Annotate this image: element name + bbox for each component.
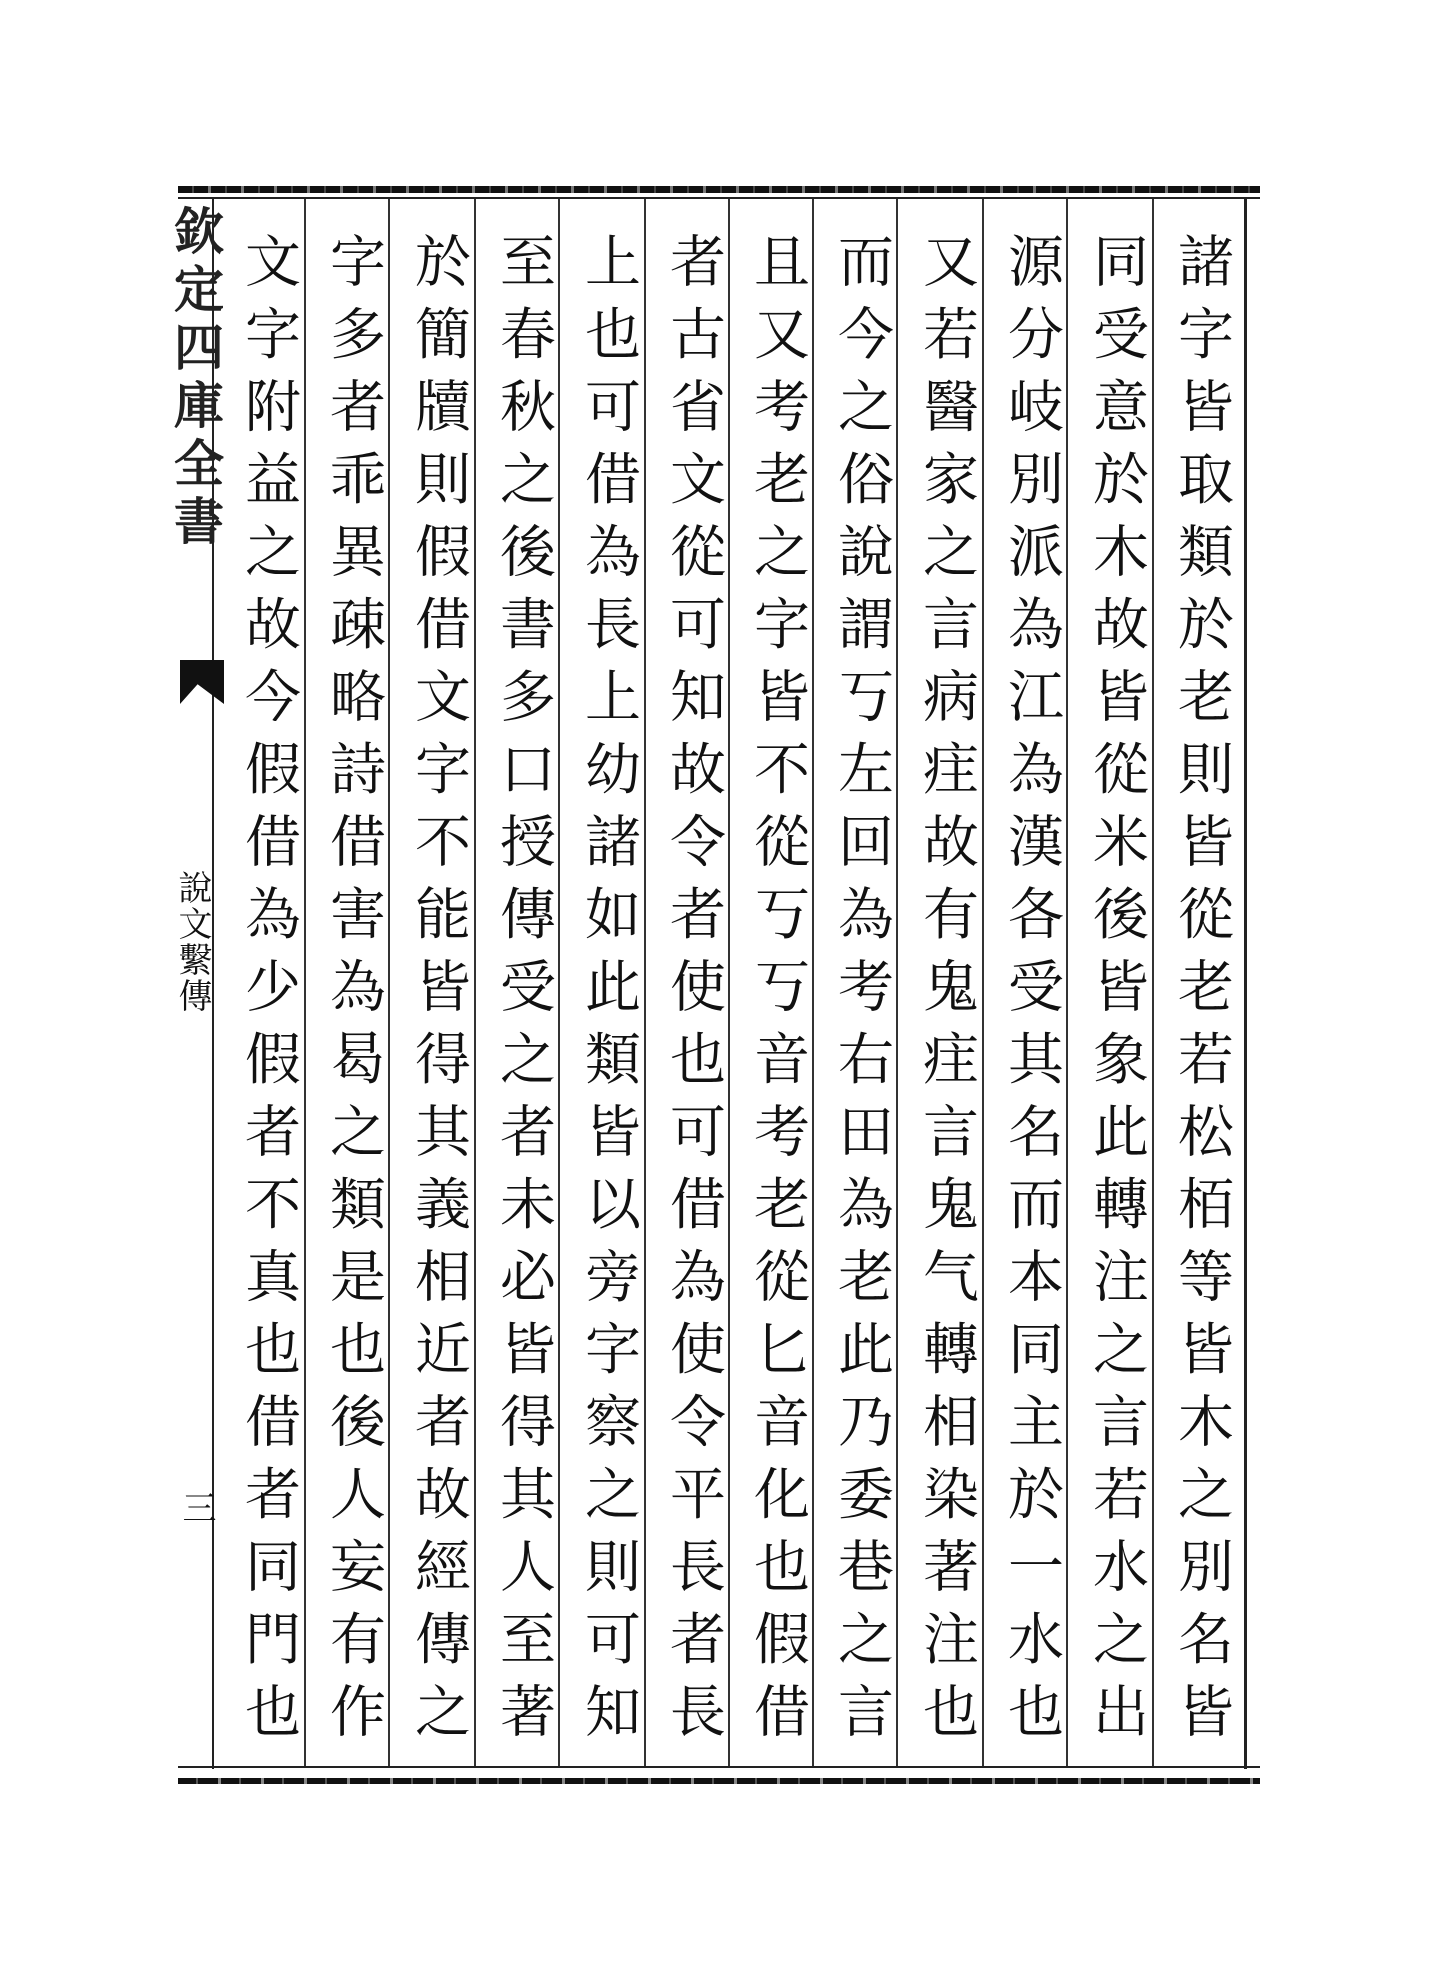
top-inner-rule	[178, 197, 1260, 199]
margin-page-number: 三	[176, 1490, 216, 1524]
text-column-12: 文字附益之故今假借為少假者不真也借者同門也	[236, 232, 301, 1755]
text-column-11: 字多者乖異疎略詩借害為曷之類是也後人妄有作	[321, 232, 386, 1755]
margin-book-title: 說文繫傳	[172, 870, 212, 1014]
text-column-3: 源分岐別派為江為漢各受其名而本同主於一水也	[999, 232, 1064, 1755]
bottom-inner-rule	[178, 1766, 1260, 1768]
text-column-2: 同受意於木故皆從米後皆象此轉注之言若水之出	[1084, 232, 1149, 1755]
text-column-1: 諸字皆取類於老則皆從老若松栢等皆木之別名皆	[1169, 232, 1234, 1755]
fish-tail-mark	[180, 660, 224, 704]
text-column-9: 至春秋之後書多口授傳受之者未必皆得其人至著	[491, 232, 556, 1755]
top-border-rule	[178, 186, 1260, 193]
text-column-5: 而今之俗說謂丂左回為考右田為老此乃委巷之言	[829, 232, 894, 1755]
text-column-10: 於簡牘則假借文字不能皆得其義相近者故經傳之	[406, 232, 471, 1755]
text-column-8: 上也可借為長上幼諸如此類皆以旁字察之則可知	[576, 232, 641, 1755]
text-column-7: 者古省文從可知故令者使也可借為使令平長者長	[661, 232, 726, 1755]
text-column-6: 且又考老之字皆不從丂丂音考老從匕音化也假借	[745, 232, 810, 1755]
margin-collection-title: 欽定四庫全書	[166, 205, 225, 553]
text-column-4: 又若醫家之言病疰故有鬼疰言鬼气轉相染著注也	[914, 232, 979, 1755]
bottom-border-rule	[178, 1778, 1260, 1784]
